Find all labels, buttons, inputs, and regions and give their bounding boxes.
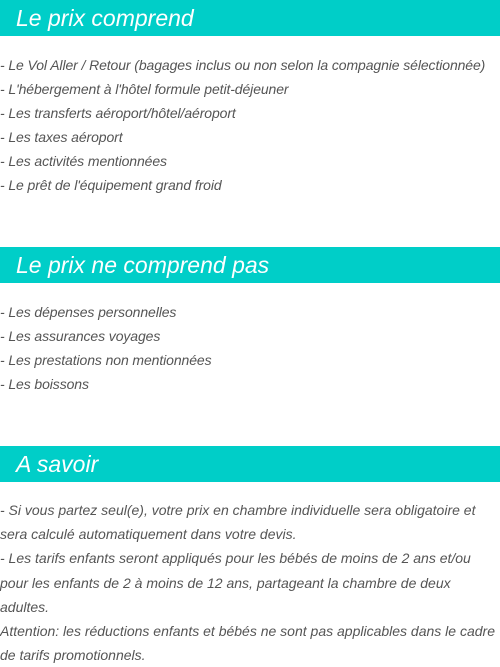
- info-paragraph: - Les tarifs enfants seront appliqués pour les bébés de moins de 2 ans et/ou pour les enfants de 2 à moins de 12 ans, partageant la chambre de deux adultes.: [0, 550, 471, 615]
- list-item: - L'hébergement à l'hôtel formule petit-déjeuner: [0, 81, 289, 97]
- info-paragraph: Attention: les réductions enfants et bébés ne sont pas applicables dans le cadre de tarifs promotionnels.: [0, 623, 495, 664]
- includes-list: [0, 53, 500, 197]
- list-item: - Le Vol Aller / Retour (bagages inclus ou non selon la compagnie sélectionnée): [0, 57, 486, 73]
- info-paragraph: - Si vous partez seul(e), votre prix en chambre individuelle sera obligatoire et sera calculé automatiquement dans votre devis.: [0, 502, 476, 543]
- info-text: [0, 498, 500, 667]
- list-item: - Les transferts aéroport/hôtel/aéroport: [0, 105, 236, 121]
- list-item: - Les prestations non mentionnées: [0, 352, 212, 368]
- list-item: - Les dépenses personnelles: [0, 304, 177, 320]
- list-item: - Les activités mentionnées: [0, 153, 167, 169]
- list-item: - Les boissons: [0, 376, 89, 392]
- list-item: - Le prêt de l'équipement grand froid: [0, 177, 222, 193]
- section-header-includes: Le prix comprend: [0, 0, 500, 36]
- section-header-excludes: Le prix ne comprend pas: [0, 247, 500, 283]
- list-item: - Les taxes aéroport: [0, 129, 123, 145]
- section-header-info: A savoir: [0, 446, 500, 482]
- excludes-list: [0, 300, 500, 396]
- list-item: - Les assurances voyages: [0, 328, 161, 344]
